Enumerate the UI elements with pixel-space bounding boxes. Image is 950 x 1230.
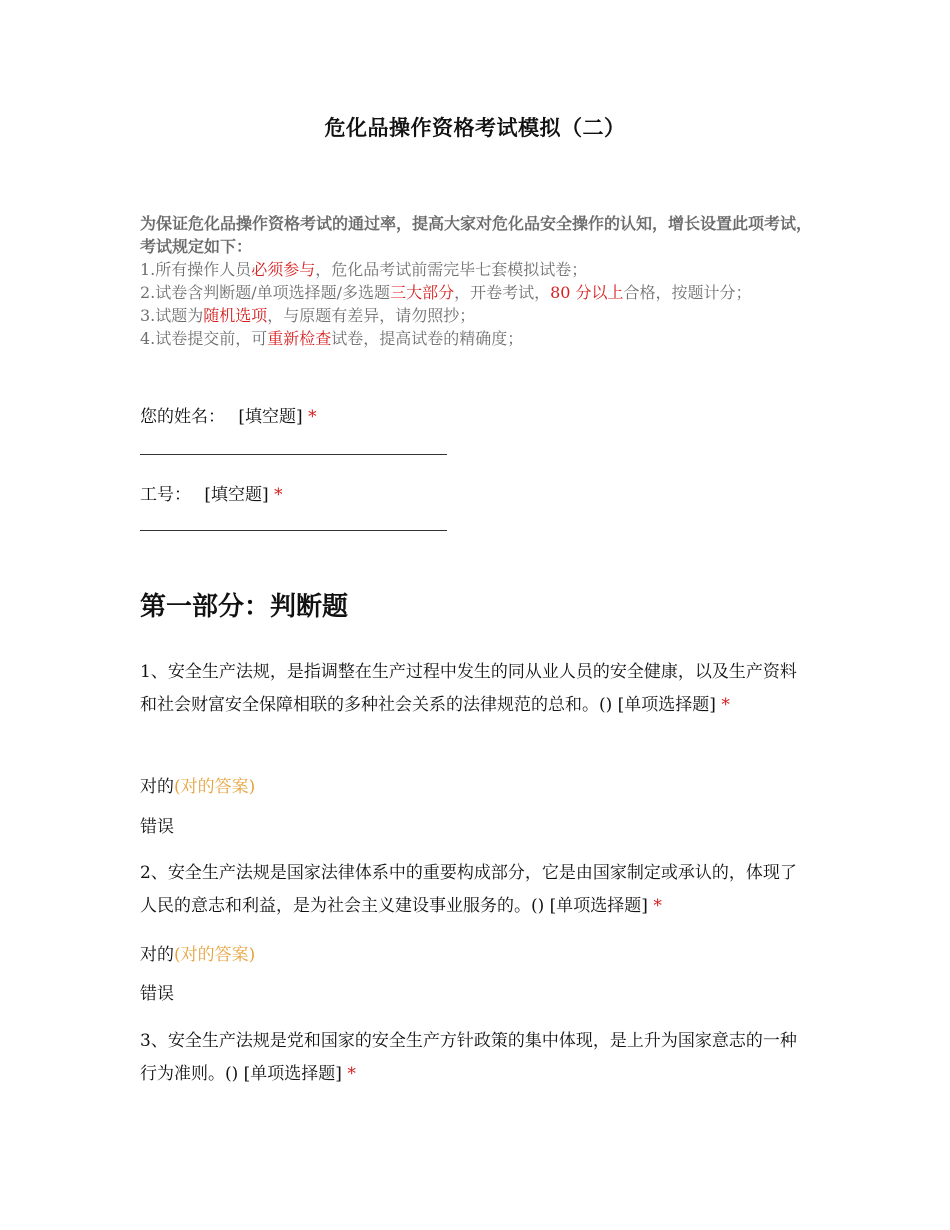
page-title: 危化品操作资格考试模拟（二） <box>324 115 626 140</box>
rule-2 <box>140 281 820 304</box>
rule-text: 3.试题为 <box>140 306 204 325</box>
rule-highlight: 重新检查 <box>267 329 332 348</box>
name-field-label <box>140 402 317 427</box>
correct-answer-note: (对的答案) <box>174 945 256 965</box>
q2-option-true[interactable] <box>140 940 255 965</box>
correct-answer-note: (对的答案) <box>174 777 256 797</box>
instructions-lead: 为保证危化品操作资格考试的通过率，提高大家对危化品安全操作的认知，增长设置此项考试，考试规定如下： <box>140 214 813 256</box>
q2-option-false[interactable] <box>140 979 174 1004</box>
field-type: [填空题] <box>204 485 269 505</box>
rule-highlight: 随机选项 <box>203 306 268 325</box>
rule-highlight: 必须参与 <box>251 260 316 279</box>
question-1 <box>140 656 812 722</box>
question-text: 3、安全生产法规是党和国家的安全生产方针政策的集中体现，是上升为国家意志的一种行为准则。() [单项选择题] <box>140 1031 797 1084</box>
question-2 <box>140 857 812 923</box>
exam-instructions <box>140 212 820 350</box>
q1-option-true[interactable] <box>140 772 255 797</box>
rule-text: 合格，按题计分； <box>623 283 752 302</box>
rule-highlight: 80 分以上 <box>550 283 624 302</box>
required-star: * <box>653 896 662 916</box>
option-label: 对的 <box>140 945 174 965</box>
rule-text: 4.试卷提交前，可 <box>140 329 268 348</box>
rule-text: ，与原题有差异，请勿照抄； <box>267 306 476 325</box>
field-label: 工号： <box>140 485 191 505</box>
rule-highlight: 三大部分 <box>390 283 455 302</box>
section-title: 第一部分：判断题 <box>140 592 349 622</box>
rule-1 <box>140 258 820 281</box>
required-star: * <box>274 485 283 505</box>
rule-text: 试卷，提高试卷的精确度； <box>331 329 524 348</box>
required-star: * <box>347 1064 356 1084</box>
q1-option-false[interactable] <box>140 812 174 837</box>
employee-id-field-label <box>140 480 283 505</box>
rule-3 <box>140 304 820 327</box>
field-label: 您的姓名： <box>140 407 225 427</box>
rule-text: ，危化品考试前需完毕七套模拟试卷； <box>315 260 588 279</box>
rule-text: 1.所有操作人员 <box>140 260 252 279</box>
option-label: 错误 <box>140 817 174 837</box>
question-text: 1、安全生产法规，是指调整在生产过程中发生的同从业人员的安全健康，以及生产资料和社会财富安全保障相联的多种社会关系的法律规范的总和。() [单项选择题] <box>140 662 797 715</box>
employee-id-input-line[interactable] <box>140 530 447 531</box>
required-star: * <box>721 695 730 715</box>
question-text: 2、安全生产法规是国家法律体系中的重要构成部分，它是由国家制定或承认的，体现了人民的意志和利益，是为社会主义建设事业服务的。() [单项选择题] <box>140 863 797 916</box>
rule-text: ，开卷考试， <box>454 283 551 302</box>
rule-4 <box>140 327 820 350</box>
field-type: [填空题] <box>238 407 303 427</box>
rule-text: 2.试卷含判断题/单项选择题/多选题 <box>140 283 391 302</box>
question-3 <box>140 1025 812 1091</box>
required-star: * <box>308 407 317 427</box>
option-label: 对的 <box>140 777 174 797</box>
name-input-line[interactable] <box>140 454 447 455</box>
option-label: 错误 <box>140 984 174 1004</box>
